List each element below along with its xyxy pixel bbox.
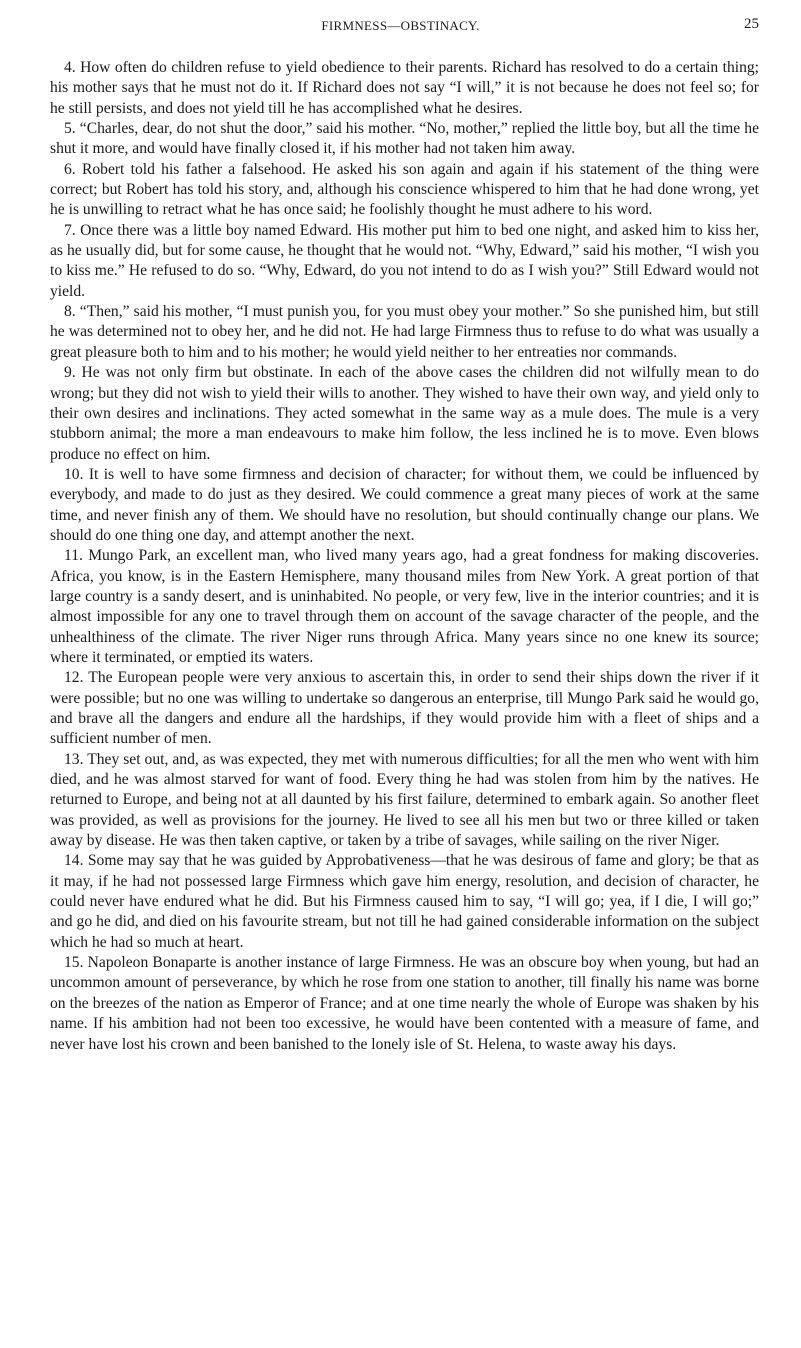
paragraph-15: 15. Napoleon Bonaparte is another instance of large Firmness. He was an obscure boy when young, but had an uncommon amount of perseverance, by which he rose from one station to another, till finally his name was borne on the breezes of the nation as Emperor of France; and at one time nearly the whole of Europe was shaken by his name. If his ambition had not been too excessive, he would have been contented with a measure of fame, and never have lost his crown and been banished to the lonely isle of St. Helena, to waste away his days. [50, 954, 759, 1053]
paragraph-8: 8. “Then,” said his mother, “I must punish you, for you must obey your mother.” So she punished him, but still he was determined not to obey her, and he did not. He had large Firmness thus to refuse to do what was usually a great pleasure both to him and to his mother; he would yield neither to her entreaties nor commands. [50, 303, 759, 361]
paragraph-12: 12. The European people were very anxious to ascertain this, in order to send their ships down the river if it were possible; but no one was willing to undertake so dangerous an enterprise, till Mungo Park said he would go, and brave all the dangers and endure all the hardships, if they would provide him with a fleet of ships and a sufficient number of men. [50, 669, 759, 748]
paragraph-6: 6. Robert told his father a falsehood. He asked his son again and again if his statement of the thing were correct; but Robert has told his story, and, although his conscience whispered to him that he had done wrong, yet he is unwilling to retract what he has once said; he foolishly thought he must adhere to his word. [50, 160, 759, 219]
page-number: 25 [744, 16, 759, 32]
paragraph-7: 7. Once there was a little boy named Edward. His mother put him to bed one night, and asked him to kiss her, as he usually did, but for some cause, he thought that he would not. “Why, Edward,” said his mother, “I wish you to kiss me.” He refused to do so. “Why, Edward, do you not intend to do as I wish you?” Still Edward would not yield. [50, 221, 759, 300]
paragraph-4: 4. How often do children refuse to yield obedience to their parents. Richard has resolved to do a certain thing; his mother says that he must not do it. If Richard does not say “I will,” it is not because he does not feel so; for he still persists, and does not yield till he has accomplished what he desires. [50, 59, 759, 117]
paragraph-9: 9. He was not only firm but obstinate. In each of the above cases the children did not wilfully mean to do wrong; but they did not wish to yield their wills to another. They wished to have their own way, and yield only to their own desires and inclinations. They acted somewhat in the same way as a mule does. The mule is a very stubborn animal; the more a man endeavours to make him follow, the less inclined he is to move. Even blows produce no effect on him. [50, 364, 759, 463]
paragraph-10: 10. It is well to have some firmness and decision of character; for without them, we could be influenced by everybody, and made to do just as they desired. We could commence a great many pieces of work at the same time, and never finish any of them. We should have no resolution, but should continually change our plans. We should do one thing one day, and attempt another the next. [50, 465, 759, 544]
paragraph-14: 14. Some may say that he was guided by Approbativeness—that he was desirous of fame and glory; be that as it may, if he had not possessed large Firmness which gave him energy, resolution, and decision of character, he could never have endured what he did. But his Firmness caused him to say, “I will go; yea, if I die, I will go;” and go he did, and died on his favourite stream, but not till he had gained considerable information on the subject which he had so much at heart. [50, 852, 759, 951]
body-text [50, 58, 759, 1055]
paragraph-5: 5. “Charles, dear, do not shut the door,” said his mother. “No, mother,” replied the little boy, but all the time he shut it more, and would have finally closed it, if his mother had not taken him away. [50, 120, 759, 158]
running-title: FIRMNESS—OBSTINACY. [321, 18, 480, 33]
paragraph-13: 13. They set out, and, as was expected, they met with numerous difficulties; for all the men who went with him died, and he was almost starved for want of food. Every thing he had was stolen from him by the natives. He returned to Europe, and being not at all daunted by his first failure, determined to embark again. So another fleet was provided, as well as provisions for the journey. He lived to see all his men but two or three killed or taken away by disease. He was then taken captive, or taken by a tribe of savages, while sailing on the river Niger. [50, 750, 759, 850]
paragraph-11: 11. Mungo Park, an excellent man, who lived many years ago, had a great fondness for making discoveries. Africa, you know, is in the Eastern Hemisphere, many thousand miles from New York. A great portion of that large country is a sandy desert, and is uninhabited. No people, or very few, live in the interior countries; and it is almost impossible for any one to travel through them on account of the savage character of the people, and the unhealthiness of the climate. The river Niger runs through Africa. Many years since no one knew its source; where it terminated, or emptied its waters. [50, 547, 759, 666]
